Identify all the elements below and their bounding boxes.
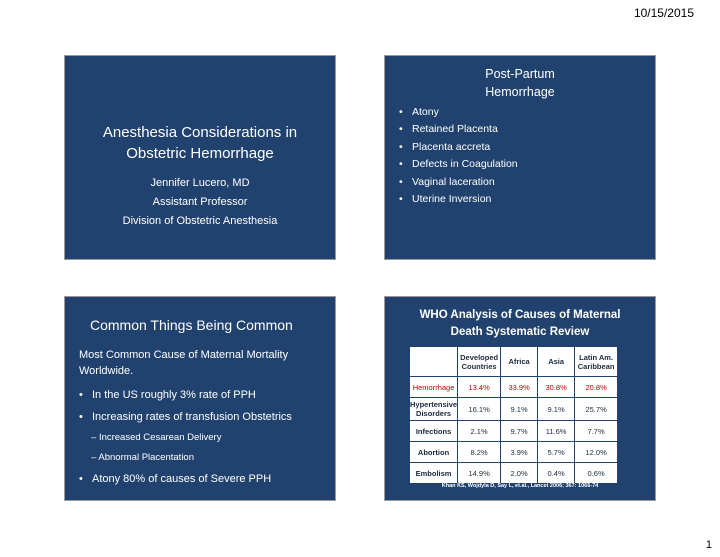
slide4-title-line2: Death Systematic Review [450,326,590,338]
list-item [399,156,518,173]
author-name: Jennifer Lucero, MD [150,177,250,189]
table-header-cell: Latin Am. Caribbean [575,347,618,377]
bullet-icon: • [399,106,403,118]
slide3-intro [79,347,329,379]
slide4-title-line1: WHO Analysis of Causes of Maternal [419,309,621,321]
list-item [399,174,518,191]
sub-list-item [91,431,329,445]
bullet-icon: • [399,175,403,188]
dash-icon: – [91,432,99,443]
table-cell: 2.1% [458,421,501,442]
table-row [410,442,618,463]
table-cell: 25.7% [575,398,618,421]
slide1-title-line2: Obstetric Hemorrhage [126,145,274,162]
citation: Khan KS, Wojdyla D, Say L, et.al., Lancet 2006; 367: 1066-74 [441,483,599,489]
list-item [399,104,518,121]
list-item [399,139,518,156]
table-header-cell: Asia [538,347,575,377]
bullet-icon: • [399,193,403,206]
table-cell: 5.7% [538,442,575,463]
slide3-body [79,347,329,493]
list-item-text: Atony [412,106,439,118]
slide2-title [385,65,655,101]
header-date: 10/15/2015 [633,6,694,20]
table-row [410,377,618,398]
table-cell: 2.0% [501,463,538,484]
table-cell: 11.6% [538,421,575,442]
list-item-text: Retained Placenta [412,123,498,136]
slide1-title-line1: Anesthesia Considerations in [102,124,298,141]
bullet-icon: • [399,123,403,136]
slide-who-analysis [384,296,656,501]
list-item-text: Increasing rates of transfusion Obstetrics [92,411,292,423]
author-division: Division of Obstetric Anesthesia [122,215,278,227]
page-number: 1 [705,539,712,551]
slide3-intro-line1: Most Common Cause of Maternal Mortality [79,349,289,361]
table-cell: 12.0% [575,442,618,463]
bullet-icon: • [399,158,403,171]
table-cell: 8.2% [458,442,501,463]
slide1-title [65,122,335,164]
sub-list-item-text: Abnormal Placentation [98,452,194,463]
table-header-row [410,347,618,377]
slide3-title: Common Things Being Common [90,317,293,333]
bullet-icon: • [79,411,83,423]
table-cell: 16.1% [458,398,501,421]
list-item-text: Defects in Coagulation [412,158,518,171]
slide4-title [385,307,655,341]
table-row-label: Hypertensive Disorders [410,398,458,421]
list-item [79,471,329,487]
table-row-label: Abortion [410,442,458,463]
sub-list-item [91,451,329,465]
slide-post-partum [384,55,656,260]
table-cell: 0.6% [575,463,618,484]
list-item-text: In the US roughly 3% rate of PPH [92,389,256,401]
table-header-cell [410,347,458,377]
list-item [399,121,518,138]
list-item-text: Placenta accreta [412,140,491,153]
table-cell: 0.4% [538,463,575,484]
table-cell: 3.9% [501,442,538,463]
table-cell: 20.8% [575,377,618,398]
sub-list-item-text: Increased Cesarean Delivery [98,432,222,443]
table-cell: 13.4% [458,377,501,398]
table-cell: 9.1% [501,398,538,421]
table-cell: 30.8% [538,377,575,398]
slide2-title-line1: Post-Partum [485,67,555,81]
bullet-icon: • [399,140,403,153]
maternal-death-table [409,346,618,484]
table-row-label: Embolism [410,463,458,484]
list-item [399,191,518,208]
table-cell: 9.1% [538,398,575,421]
table-cell: 14.9% [458,463,501,484]
bullet-icon: • [79,473,83,485]
table-header-cell: Developed Countries [458,347,501,377]
list-item [79,387,329,403]
table-header-cell: Africa [501,347,538,377]
table-row-label: Infections [410,421,458,442]
author-position: Assistant Professor [152,196,248,208]
table-row [410,463,618,484]
slide-title [64,55,336,260]
slide3-intro-line2: Worldwide. [79,365,134,377]
slide-common-things [64,296,336,501]
table-row [410,421,618,442]
table-cell: 9.7% [501,421,538,442]
list-item [79,409,329,425]
list-item-text: Uterine Inversion [412,193,492,206]
list-item-text: Atony 80% of causes of Severe PPH [92,473,272,485]
list-item-text: Vaginal laceration [412,175,495,188]
table-cell: 7.7% [575,421,618,442]
table-row [410,398,618,421]
table-row-label: Hemorrhage [410,377,458,398]
slide1-subtitle [65,174,335,231]
bullet-icon: • [79,389,83,401]
slide2-title-line2: Hemorrhage [485,85,555,99]
table-cell: 33.9% [501,377,538,398]
dash-icon: – [91,452,99,463]
slide2-bullet-list [399,104,518,208]
